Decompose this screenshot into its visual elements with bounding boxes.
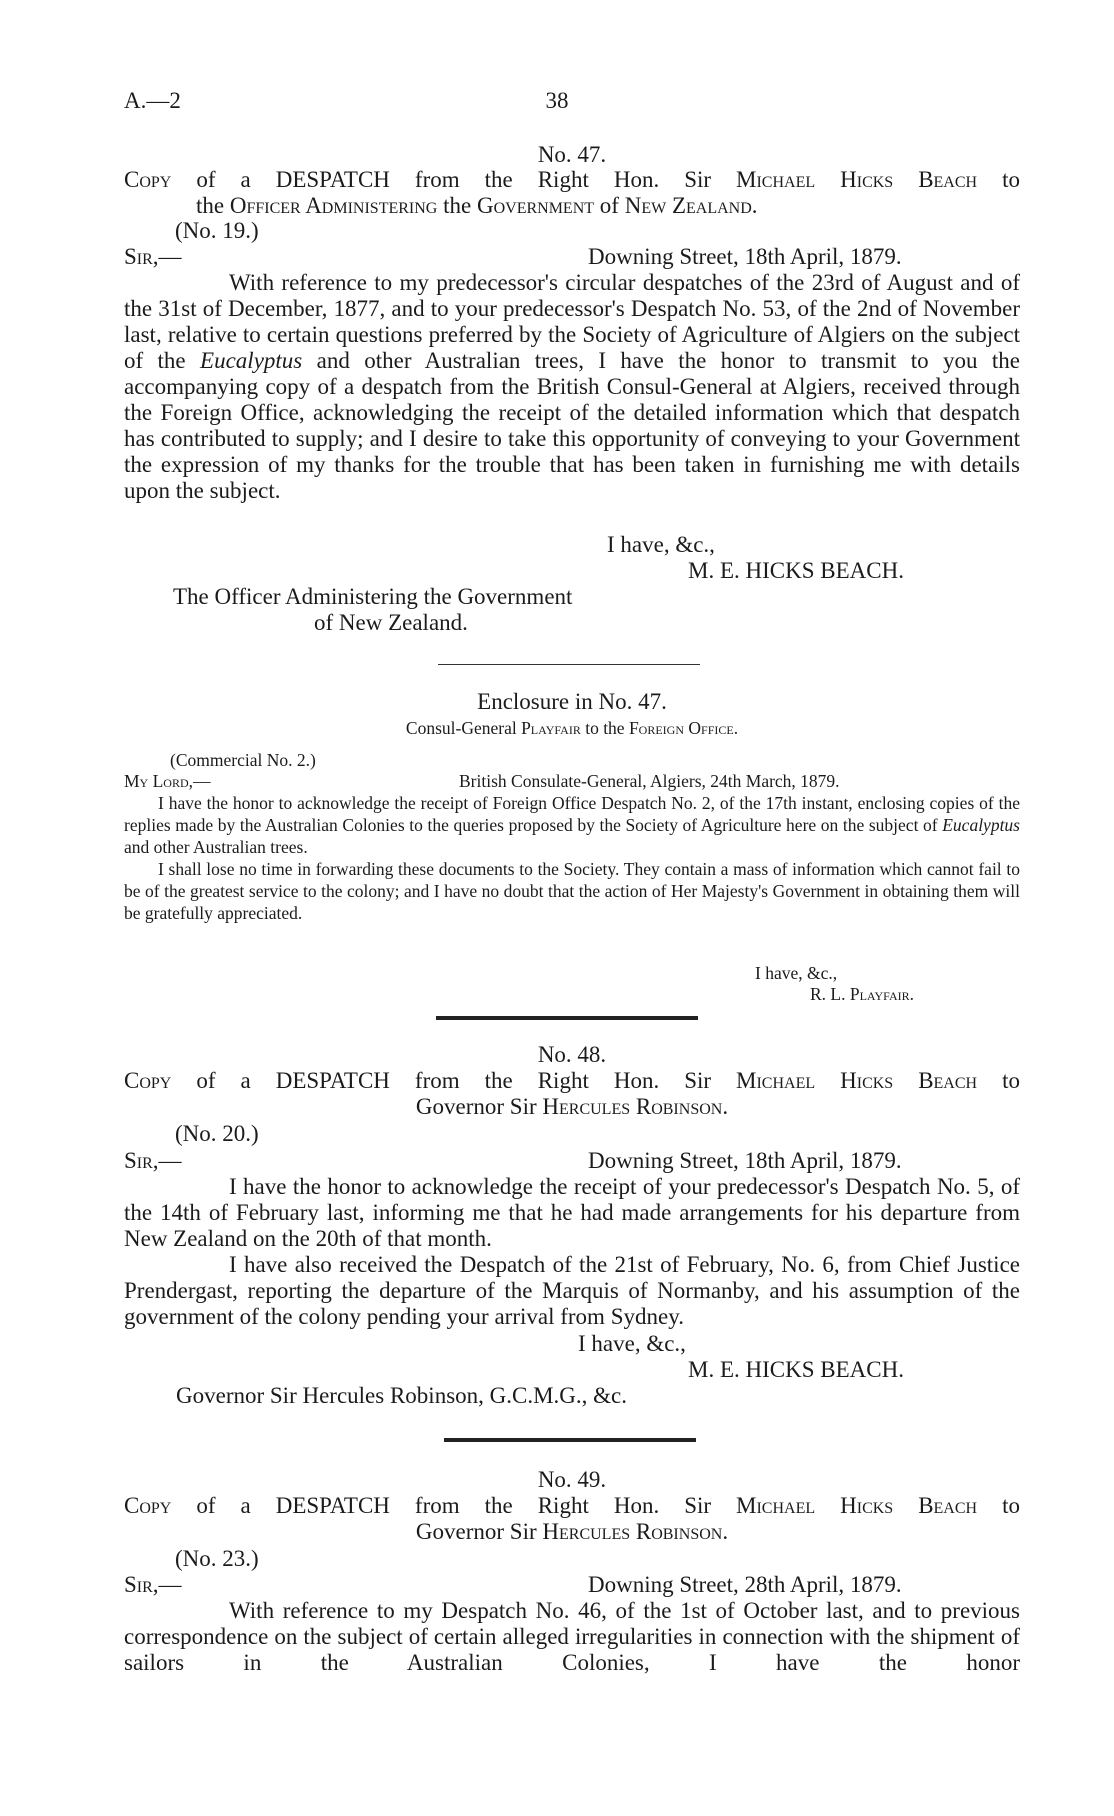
despatch-title-48-line2: Governor Sir Hercules Robinson. — [415, 1094, 729, 1119]
despatch-number-49: No. 49. — [537, 1467, 607, 1492]
place-date-47: Downing Street, 18th April, 1879. — [588, 244, 902, 269]
eucalyptus-term: Eucalyptus — [942, 815, 1020, 835]
despatch-number-47: No. 47. — [537, 142, 607, 167]
enclosure-closing: I have, &c., — [755, 963, 838, 983]
place-date-48: Downing Street, 18th April, 1879. — [588, 1148, 902, 1173]
enclosure-subheading: Consul-General Playfair to the Foreign Office. — [405, 718, 739, 738]
despatch-ref-49: (No. 23.) — [175, 1546, 259, 1571]
section-divider — [444, 1438, 696, 1442]
enclosure-signature: R. L. Playfair. — [810, 984, 914, 1004]
despatch-number-48: No. 48. — [537, 1042, 607, 1067]
despatch-body-47: With reference to my predecessor's circular despatches of the 23rd of August and of the 31st of December, 1877, and to your predecessor's Despatch No. 53, of the 2nd of November last, relative to certain questions preferred by the Society of Agriculture of Algiers on the subject of the Eucalyptus and other Australian trees, I have the honor to transmit to you the accompanying copy of a despatch from the British Consul-General at Algiers, received through the Foreign Office, acknowledging the receipt of the detailed information which that despatch has contributed to supply; and I desire to take this opportunity of conveying to your Government the expression of my thanks for the trouble that has been taken in furnishing me with details upon the subject. — [124, 270, 1021, 503]
section-divider — [436, 1016, 698, 1020]
enclosure-ref: (Commercial No. 2.) — [170, 750, 316, 770]
closing-48: I have, &c., — [578, 1331, 686, 1356]
eucalyptus-term: Eucalyptus — [200, 348, 303, 373]
addressee-47-line1: The Officer Administering the Government — [173, 584, 573, 609]
salutation-49: Sir,— — [124, 1572, 182, 1597]
addressee-47-line2: of New Zealand. — [314, 610, 468, 635]
despatch-title-49-line2: Governor Sir Hercules Robinson. — [415, 1519, 729, 1544]
despatch-ref-48: (No. 20.) — [175, 1121, 259, 1146]
despatch-title-47-line2: the Officer Administering the Government of New Zealand. — [196, 193, 758, 218]
series-code: A.—2 — [124, 88, 181, 113]
signature-47: M. E. HICKS BEACH. — [688, 558, 904, 583]
section-divider — [438, 664, 700, 665]
salutation-48: Sir,— — [124, 1148, 182, 1173]
enclosure-body: I have the honor to acknowledge the receipt of Foreign Office Despatch No. 2, of the 17th instant, enclosing copies of the replies made by the Australian Colonies to the queries proposed by the Society of Agriculture here on the subject of Eucalyptus and other Australian trees. I shall lose no time in forwarding these documents to the Society. They contain a mass of information which cannot fail to be of the greatest service to the colony; and I have no doubt that the action of Her Majesty's Government in obtaining them will be gratefully appreciated. — [124, 793, 1020, 923]
despatch-body-48: I have the honor to acknowledge the receipt of your predecessor's Despatch No. 5, of the 14th of February last, informing me that he had made arrangements for his departure from New Zealand on the 20th of that month. I have also received the Despatch of the 21st of February, No. 6, from Chief Justice Prendergast, reporting the departure of the Marquis of Normanby, and his assumption of the government of the colony pending your arrival from Sydney. — [124, 1174, 1020, 1329]
place-date-49: Downing Street, 28th April, 1879. — [588, 1572, 902, 1597]
enclosure-salutation: My Lord,— — [124, 771, 211, 791]
despatch-title-48-line1: Copy of a DESPATCH from the Right Hon. Sir Michael Hicks Beach to — [124, 1068, 1020, 1093]
enclosure-heading: Enclosure in No. 47. — [477, 689, 667, 714]
enclosure-place-date: British Consulate-General, Algiers, 24th March, 1879. — [459, 771, 840, 791]
salutation-47: Sir,— — [124, 244, 182, 269]
despatch-title-49-line1: Copy of a DESPATCH from the Right Hon. Sir Michael Hicks Beach to — [124, 1493, 1020, 1518]
signature-48: M. E. HICKS BEACH. — [688, 1357, 904, 1382]
despatch-ref-47: (No. 19.) — [175, 218, 259, 243]
closing-47: I have, &c., — [607, 532, 715, 557]
despatch-body-49: With reference to my Despatch No. 46, of the 1st of October last, and to previous correspondence on the subject of certain alleged irregularities in connection with the shipment of sailors in the Australian Colonies, I have the honor — [124, 1598, 1020, 1675]
despatch-title-47-line1: Copy of a DESPATCH from the Right Hon. Sir Michael Hicks Beach to — [124, 167, 1020, 192]
addressee-48: Governor Sir Hercules Robinson, G.C.M.G., &c. — [176, 1383, 628, 1408]
page-number: 38 — [545, 88, 569, 113]
